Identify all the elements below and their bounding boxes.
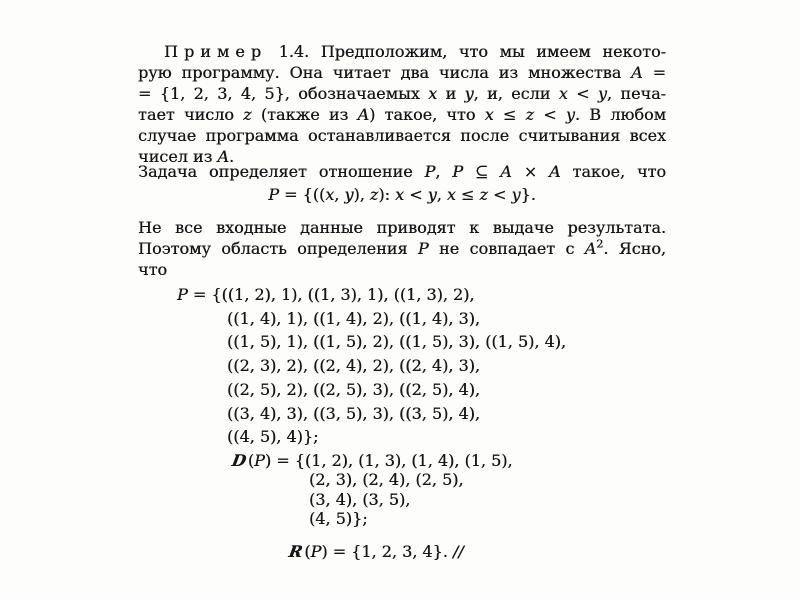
text-line: Задача определяет отношение P, P ⊆ A × A такое, что — [138, 162, 667, 181]
set-line: ((2, 5), 2), ((2, 5), 3), ((2, 5), 4), — [227, 379, 480, 399]
text-line: случае программа останавливается после считывания всех — [138, 126, 666, 145]
text-line: Поэтому область определения P не совпадает с $A^2$. Ясно, — [138, 237, 666, 258]
set-line: ((1, 4), 1), ((1, 4), 2), ((1, 4), 3), — [227, 308, 480, 328]
text-line: Пример 1.4. Предположим, что мы имеем некото- — [164, 42, 666, 61]
text-line: что — [138, 260, 168, 279]
text-line: = {1, 2, 3, 4, 5}, обозначаемых x и y, и, если x < y, печа- — [138, 84, 667, 103]
set-line: D(P) = {(1, 2), (1, 3), (1, 4), (1, 5), — [230, 451, 513, 470]
paragraph-domain-note — [138, 217, 666, 280]
text-line: тает число z (также из A) такое, что x ≤ z < y. В любом — [138, 105, 667, 124]
set-line: (2, 3), (2, 4), (2, 5), — [309, 470, 464, 490]
set-line: ((1, 5), 1), ((1, 5), 2), ((1, 5), 3), ((1, 5), 4), — [227, 332, 567, 352]
text-line: чисел из A. — [138, 147, 235, 166]
text-line: рую программу. Она читает два числа из множества A = — [138, 63, 666, 82]
set-line: ((3, 4), 3), ((3, 5), 3), ((3, 5), 4), — [227, 403, 480, 423]
paragraph-example-intro — [138, 41, 666, 167]
text-line: Не все входные данные приводят к выдаче результата. — [138, 218, 666, 237]
set-line: ((2, 3), 2), ((2, 4), 2), ((2, 4), 3), — [227, 356, 480, 376]
set-line: R(P) = {1, 2, 3, 4}. // — [287, 542, 464, 561]
set-line: ((4, 5), 4)}; — [227, 427, 319, 447]
paragraph-task-relation — [138, 161, 666, 182]
set-line: P = {((1, 2), 1), ((1, 3), 1), ((1, 3), 2), — [177, 285, 475, 304]
formula-p-definition — [138, 184, 666, 205]
formula-line: P = {((x, y), z): x < y, x ≤ z < y}. — [268, 185, 536, 204]
set-p-listing — [177, 283, 677, 449]
domain-set-listing — [232, 451, 672, 529]
set-line: (3, 4), (3, 5), — [309, 489, 411, 509]
set-line: (4, 5)}; — [309, 509, 368, 529]
range-set-listing — [289, 541, 639, 562]
